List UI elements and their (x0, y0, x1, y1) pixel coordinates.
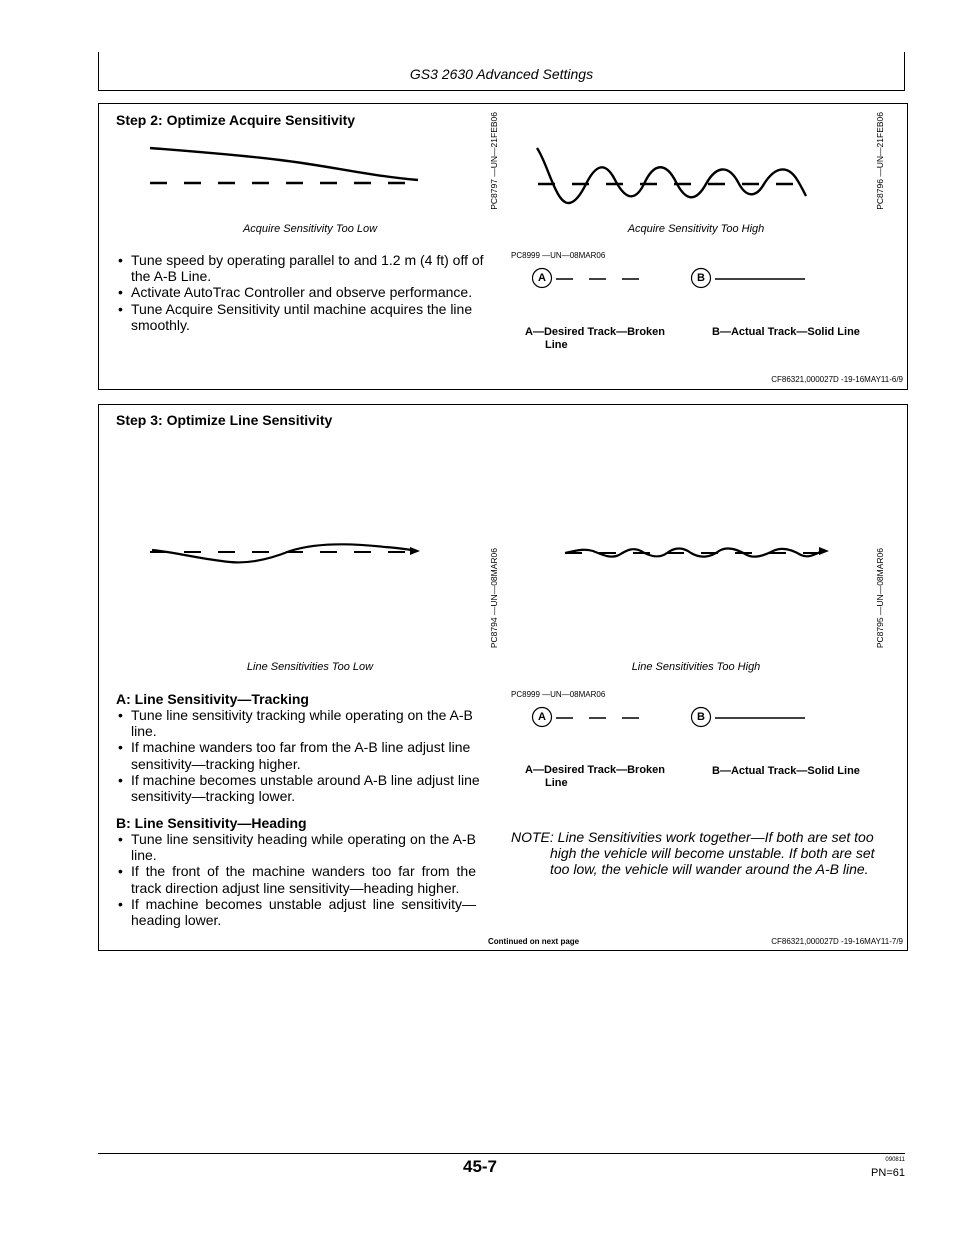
acquire-too-low-figure (140, 140, 430, 200)
list-item: • Activate AutoTrac Controller and observe performance. (116, 284, 496, 300)
step3-fig-left-id: PC8794 —UN—08MAR06 (489, 548, 499, 649)
continued-text: Continued on next page (488, 937, 580, 946)
line-too-low-figure (140, 535, 430, 575)
step2-bullet-list (116, 252, 496, 333)
section-a-bullet-list (116, 707, 496, 804)
step3-ref: CF86321,000027D -19-16MAY11-7/9 (771, 937, 903, 946)
step2-legend-a-line2: Line (545, 339, 568, 351)
step2-caption-right: Acquire Sensitivity Too High (627, 223, 765, 235)
step3-caption-right: Line Sensitivities Too High (631, 661, 761, 673)
step3-marker-a: A (538, 711, 546, 723)
note-line-2: high the vehicle will become unstable. If both are set (550, 845, 875, 861)
list-item: • If machine becomes unstable around A-B line adjust line sensitivity—tracking lower. (116, 772, 496, 804)
list-item: • Tune Acquire Sensitivity until machine acquires the line smoothly. (116, 301, 496, 333)
note-line-1: NOTE: Line Sensitivities work together—If both are set too (511, 829, 874, 845)
step2-legend-a-line1: A—Desired Track—Broken (525, 326, 665, 338)
step2-legend-b: B—Actual Track—Solid Line (712, 326, 860, 338)
section-b-title: B: Line Sensitivity—Heading (116, 815, 307, 831)
step2-legend-a (525, 326, 665, 352)
header-bottom-rule (98, 90, 905, 91)
list-item: • Tune line sensitivity heading while operating on the A-B line. (116, 831, 476, 863)
step2-fig-right-id: PC8796 —UN—21FEB06 (875, 112, 885, 210)
step3-caption-left: Line Sensitivities Too Low (246, 661, 374, 673)
step2-title: Step 2: Optimize Acquire Sensitivity (116, 112, 356, 128)
acquire-too-high-figure (530, 140, 820, 215)
note-line-3: too low, the vehicle will wander around the A-B line. (550, 861, 869, 877)
step3-legend-graphic (530, 705, 820, 731)
list-item: • Tune speed by operating parallel to and 1.2 m (4 ft) off of the A-B Line. (116, 252, 496, 284)
footer-pn: PN=61 (871, 1167, 905, 1179)
step3-title: Step 3: Optimize Line Sensitivity (116, 412, 333, 428)
step2-legend-graphic (530, 266, 820, 292)
step3-fig-right-id: PC8795 —UN—08MAR06 (875, 548, 885, 649)
line-too-high-figure (555, 535, 845, 575)
page-number: 45-7 (462, 1157, 498, 1176)
page-title: GS3 2630 Advanced Settings (409, 66, 594, 82)
list-item: • Tune line sensitivity tracking while operating on the A-B line. (116, 707, 496, 739)
step2-marker-a: A (538, 272, 546, 284)
step2-fig-left-id: PC8797 —UN—21FEB06 (489, 112, 499, 210)
list-item: • If machine wanders too far from the A-B line adjust line sensitivity—tracking higher. (116, 739, 496, 771)
step2-caption-left: Acquire Sensitivity Too Low (242, 223, 378, 235)
section-a-title: A: Line Sensitivity—Tracking (116, 691, 309, 707)
line-sensitivity-note (511, 829, 901, 877)
list-item: • If the front of the machine wanders too far from the track direction adjust line sensitivity—heading higher. (116, 863, 476, 895)
step3-marker-b: B (697, 711, 705, 723)
footer-rule (98, 1153, 905, 1154)
step3-legend-a-line1: A—Desired Track—Broken (525, 764, 665, 776)
step3-legend-b: B—Actual Track—Solid Line (712, 765, 860, 777)
step2-legend-id: PC8999 —UN—08MAR06 (511, 251, 606, 260)
step3-legend-a (525, 764, 665, 790)
step3-legend-a-line2: Line (545, 777, 568, 789)
section-b-bullet-list (116, 831, 476, 928)
step3-legend-id: PC8999 —UN—08MAR06 (511, 690, 606, 699)
list-item: • If machine becomes unstable adjust line sensitivity—heading lower. (116, 896, 476, 928)
footer-date-code: 090811 (885, 1157, 905, 1163)
step2-ref: CF86321,000027D -19-16MAY11-6/9 (771, 375, 903, 384)
step2-marker-b: B (697, 272, 705, 284)
